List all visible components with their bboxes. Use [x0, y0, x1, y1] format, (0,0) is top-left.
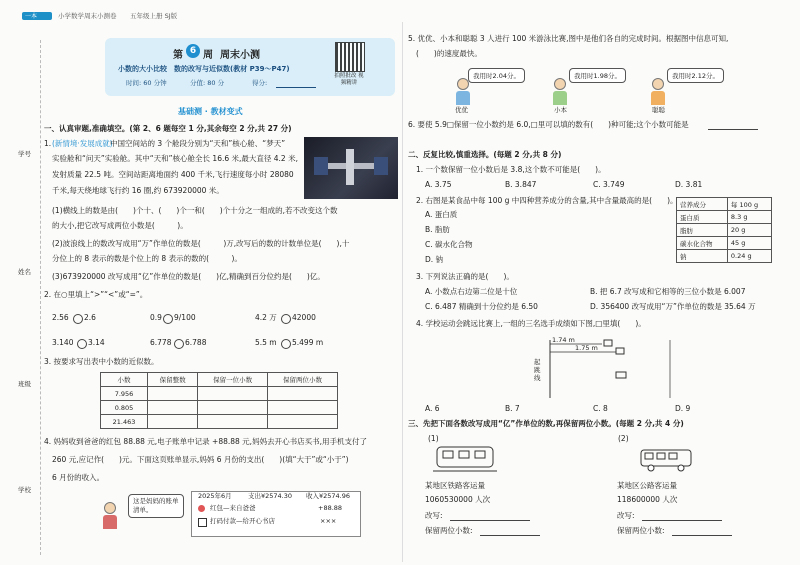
q2-1-opt-c[interactable]: C. 3.749: [593, 180, 625, 189]
q2-4-text: 4. 学校运动会跳远比赛上,一组的三名选手成绩如下图,□里填( )。: [416, 319, 646, 328]
q2-2-text: 2. 右图是某食品中每 100 g 中四种营养成分的含量,其中含量最高的是( )。: [416, 196, 678, 205]
week-suffix: 周: [203, 50, 213, 61]
q5-line-1: 5. 优优、小本和聪聪 3 人进行 100 米游泳比赛,图中是他们各自的完成时间。根据图中信息可知,: [408, 34, 729, 43]
q1-1-line-1: 中国空间站的 3 个舱段分别为“天和”核心舱、“梦天”: [110, 139, 286, 148]
week-number: 6: [186, 44, 200, 58]
nut-cell: 每 100 g: [727, 198, 771, 211]
cmp-5-left: 6.778: [150, 338, 172, 347]
q1-1-line-2: 实验舱和“问天”实验舱。其中“天和”核心舱全长 16.6 米,最大直径 4.2 米,: [52, 154, 298, 163]
cmp-1-right: 2.6: [84, 313, 96, 322]
q1-1-tag: (新情境·发展成就): [52, 139, 113, 148]
q1-1-line-4: 千米,每天绕地球飞行约 16 圈,约 673920000 米。: [52, 186, 224, 195]
q2-2-opt-c[interactable]: C. 碳水化合物: [425, 240, 473, 249]
nut-cell: 0.24 g: [727, 250, 771, 263]
q2-1-opt-d[interactable]: D. 3.81: [675, 180, 703, 189]
qr-code-icon[interactable]: [335, 42, 365, 72]
q2-2-opt-a[interactable]: A. 蛋白质: [425, 210, 458, 219]
nut-cell: 20 g: [727, 224, 771, 237]
cmp-4-circle[interactable]: [77, 339, 87, 349]
red-packet-icon: [198, 505, 205, 512]
margin-label-name: 姓名: [18, 268, 31, 276]
answer-cell[interactable]: [198, 415, 268, 429]
score-info: 分值: 80 分: [190, 79, 225, 87]
cmp-6-left: 5.5 m: [255, 338, 277, 347]
q1-1-c: (3)673920000 改写成用“亿”作单位的数是( )亿,精确到百分位约是( )亿。: [52, 272, 325, 281]
q1-heading: 一、认真审题,准确填空。(第 2、6 题每空 1 分,其余每空 2 分,共 27 分): [44, 124, 292, 133]
name-xiaoben: 小本: [554, 106, 567, 114]
sec3-2-title: 某地区公路客运量: [617, 481, 677, 490]
bill-row-1-value: +88.88: [318, 504, 343, 512]
cmp-6-circle[interactable]: [281, 339, 291, 349]
q1-1-number: 1.: [44, 139, 52, 148]
q2-3-opt-d[interactable]: D. 356400 改写成用“万”作单位的数是 35.64 万: [590, 302, 756, 311]
margin-label-class: 班级: [18, 380, 31, 388]
space-station-image: [304, 137, 398, 199]
q2-3-opt-a[interactable]: A. 小数点右边第二位是十位: [425, 287, 518, 296]
q1-1-a-cont: 的大小,把它改写成两位小数是( )。: [52, 221, 188, 230]
q2-1-opt-a[interactable]: A. 3.75: [425, 180, 452, 189]
q1-1-a: (1)横线上的数是由( )个十、( )个一和( )个十分之一组成的,若不改变这个数: [52, 206, 338, 215]
got-score-label: 得分:: [252, 79, 268, 87]
cmp-4-right: 3.14: [88, 338, 105, 347]
table-row-decimal: 21.463: [101, 415, 148, 429]
cmp-1-circle[interactable]: [73, 314, 83, 324]
speech-bubble: 这是妈妈的账单清单。: [128, 494, 184, 518]
col-header: 保留整数: [148, 373, 198, 387]
train-icon: [433, 443, 497, 475]
bill-out: 支出¥2574.30: [248, 492, 293, 500]
cmp-3-circle[interactable]: [281, 314, 291, 324]
q2-4-opt-a[interactable]: A. 6: [425, 404, 440, 413]
sec3-1-round-label: 保留两位小数:: [425, 526, 473, 535]
nut-cell: 蛋白质: [677, 211, 728, 224]
bill-month: 2025年6月: [198, 492, 232, 500]
col-header: 小数: [101, 373, 148, 387]
cmp-6-right: 5.499 m: [292, 338, 324, 347]
table-row-decimal: 0.805: [101, 401, 148, 415]
answer-cell[interactable]: [148, 387, 198, 401]
col-header: 保留两位小数: [268, 373, 338, 387]
margin-label-id: 学号: [18, 150, 31, 158]
answer-cell[interactable]: [148, 415, 198, 429]
name-youyou: 优优: [455, 106, 468, 114]
time-info: 时间: 60 分钟: [126, 79, 167, 87]
bill-in: 收入¥2574.96: [306, 492, 351, 500]
section-basic-title: 基础测 · 教材变式: [178, 107, 243, 116]
jump-mark-2: 1.75 m: [575, 344, 598, 352]
q2-1-opt-b[interactable]: B. 3.847: [505, 180, 537, 189]
nut-cell: 营养成分: [677, 198, 728, 211]
answer-cell[interactable]: [268, 415, 338, 429]
q2-4-opt-d[interactable]: D. 9: [675, 404, 691, 413]
sec3-2-round-field[interactable]: [672, 535, 732, 536]
sec3-1-rewrite-field[interactable]: [450, 520, 530, 521]
cmp-1-left: 2.56: [52, 313, 69, 322]
cmp-2-circle[interactable]: [163, 314, 173, 324]
cmp-3-right: 42000: [292, 313, 316, 322]
bubble-xiaoben: 我用时1.98分。: [569, 68, 626, 83]
q4-line-1: 4. 妈妈收到爸爸的红包 88.88 元,电子账单中记录 +88.88 元,妈妈去开心书店买书,用手机支付了: [44, 437, 367, 446]
answer-cell[interactable]: [198, 401, 268, 415]
binding-line: [40, 40, 41, 555]
sec3-1-title: 某地区铁路客运量: [425, 481, 485, 490]
xiaoben-figure: [552, 78, 568, 104]
q1-1-b: (2)波浪线上的数改写成用“万”作单位的数是( )万,改写后的数的计数单位是( ),十: [52, 239, 350, 248]
series-badge-text: 一本: [25, 13, 38, 20]
q2-2-opt-d[interactable]: D. 钠: [425, 255, 444, 264]
section-2-heading: 二、反复比较,慎重选择。(每题 2 分,共 8 分): [408, 150, 562, 159]
bill-row-1: 红包—来自爸爸: [210, 504, 256, 512]
q4-line-3: 6 月份的收入。: [52, 473, 105, 482]
bill-row-2-value: ×××: [320, 517, 337, 525]
answer-cell[interactable]: [268, 401, 338, 415]
q1-1-line-3: 发射质量 22.5 吨。空间站距离地面约 400 千米,飞行速度每小时 28080: [52, 170, 294, 179]
q2-3-text: 3. 下列说法正确的是( )。: [416, 272, 514, 281]
nut-cell: 钠: [677, 250, 728, 263]
jump-mark-1: 1.74 m: [552, 336, 575, 344]
sec3-2-rewrite-label: 改写:: [617, 511, 635, 520]
nut-cell: 45 g: [727, 237, 771, 250]
cmp-2-left: 0.9: [150, 313, 162, 322]
nut-cell: 碳水化合物: [677, 237, 728, 250]
youyou-figure: [455, 78, 471, 104]
q1-1-b-cont: 分位上的 8 表示的数是个位上的 8 表示的数的( )。: [52, 254, 242, 263]
sec3-2-number: (2): [618, 434, 629, 443]
col-header: 保留一位小数: [198, 373, 268, 387]
nutrition-table: [676, 197, 772, 263]
section-3-heading: 三、先把下面各数改写成用“亿”作单位的数,再保留两位小数。(每题 2 分,共 4 分): [408, 419, 684, 428]
q2-2-opt-b[interactable]: B. 脂肪: [425, 225, 450, 234]
sec3-1-value: 1060530000 人次: [425, 495, 491, 504]
bubble-youyou: 我用时2.04分。: [468, 68, 525, 83]
sec3-1-rewrite-label: 改写:: [425, 511, 443, 520]
q2-3-opt-c[interactable]: C. 6.487 精确到十分位约是 6.50: [425, 302, 538, 311]
cmp-5-right: 6.788: [185, 338, 207, 347]
approx-table: [100, 372, 338, 429]
series-name: 小学数学周末小测卷: [58, 12, 117, 20]
bill-row-2: 打码付款—给开心书店: [210, 517, 275, 525]
answer-cell[interactable]: [268, 387, 338, 401]
scan-pay-icon: [198, 518, 207, 527]
cmp-2-right: 9/100: [174, 313, 196, 322]
q2-heading: 2. 在○里填上“>”“<”或“=”。: [44, 290, 148, 299]
q2-3-opt-b[interactable]: B. 把 6.7 改写成和它相等的三位小数是 6.007: [590, 287, 746, 296]
name-congcong: 聪聪: [652, 106, 665, 114]
q4-line-2: 260 元,应记作( )元。下面这页账单显示,妈妈 6 月份的支出( )(填“大于”或“小于”): [52, 455, 349, 464]
page-subtitle: 小数的大小比较 数的改写与近似数(教材 P39～P47): [118, 65, 290, 73]
table-row-decimal: 7.956: [101, 387, 148, 401]
nut-cell: 8.3 g: [727, 211, 771, 224]
sec3-2-rewrite-field[interactable]: [642, 520, 722, 521]
q6-answer-field[interactable]: [708, 129, 758, 130]
cmp-4-left: 3.140: [52, 338, 74, 347]
got-score-field[interactable]: [276, 87, 316, 88]
congcong-figure: [650, 78, 666, 104]
margin-label-school: 学校: [18, 486, 31, 494]
bubble-congcong: 我用时2.12分。: [667, 68, 724, 83]
mother-figure: [102, 502, 118, 528]
sec3-2-value: 118600000 人次: [617, 495, 678, 504]
takeoff-line-label: 起跳线: [534, 358, 541, 382]
bus-icon: [639, 448, 693, 472]
page-title: 周末小测: [220, 50, 260, 61]
q6-text: 6. 要使 5.9□保留一位小数约是 6.0,□里可以填的数有( )种可能;这个小数可能是: [408, 120, 689, 129]
q5-line-2: ( )的速度最快。: [416, 49, 482, 58]
q3-heading: 3. 按要求写出表中小数的近似数。: [44, 357, 159, 366]
column-divider: [402, 22, 403, 562]
q2-1-text: 1. 一个数保留一位小数后是 3.8,这个数不可能是( )。: [416, 165, 606, 174]
long-jump-diagram: [520, 334, 680, 402]
answer-cell[interactable]: [148, 401, 198, 415]
nut-cell: 脂肪: [677, 224, 728, 237]
qr-caption: 拍照批改 视频精讲: [334, 73, 364, 86]
week-prefix: 第: [173, 50, 183, 61]
q2-4-opt-c[interactable]: C. 8: [593, 404, 608, 413]
sec3-2-round-label: 保留两位小数:: [617, 526, 665, 535]
cmp-3-left: 4.2 万: [255, 313, 277, 322]
cmp-5-circle[interactable]: [174, 339, 184, 349]
answer-cell[interactable]: [198, 387, 268, 401]
q2-4-opt-b[interactable]: B. 7: [505, 404, 520, 413]
grade-label: 五年级上册 SJ版: [130, 12, 178, 20]
sec3-1-round-field[interactable]: [480, 535, 540, 536]
sec3-1-number: (1): [428, 434, 439, 443]
